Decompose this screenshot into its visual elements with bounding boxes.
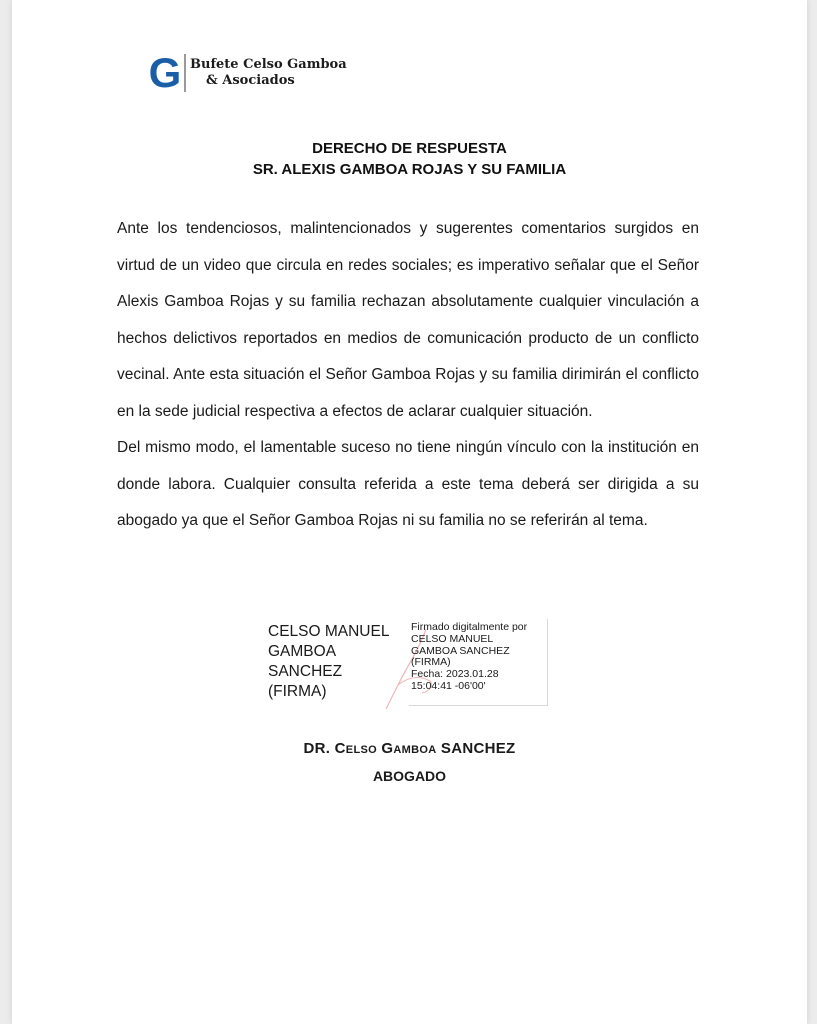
document-page — [12, 0, 807, 1024]
signature-name — [268, 622, 408, 702]
signer-block — [12, 738, 807, 786]
signer-title: ABOGADO — [372, 768, 447, 784]
signature-detail-line: (FIRMA) — [411, 656, 451, 669]
body-paragraph-2: Del mismo modo, el lamentable suceso no tiene ningún vínculo con la institución en donde labora. Cualquier consulta referida a este tema deberá ser dirigida a su abogado ya que el Señor Gamboa Rojas ni su familia no se referirán al tema. — [117, 439, 699, 529]
signature-detail-line: Firmado digitalmente por — [411, 621, 528, 633]
signature-name-line: SANCHEZ — [268, 663, 343, 680]
signature-name-line: GAMBOA — [268, 643, 337, 660]
signature-name-line: (FIRMA) — [268, 683, 327, 700]
firm-name-line1: Bufete Celso Gamboa — [190, 57, 347, 72]
signature-name-line: CELSO MANUEL — [268, 623, 390, 640]
signature-detail-line: CELSO MANUEL — [411, 632, 494, 645]
heading-title: DERECHO DE RESPUESTA — [312, 140, 507, 157]
heading-subject: SR. ALEXIS GAMBOA ROJAS Y SU FAMILIA — [252, 161, 567, 178]
digital-signature-block — [268, 619, 548, 705]
logo-g-icon: G — [148, 49, 182, 96]
signature-detail-line: GAMBOA SANCHEZ — [411, 644, 510, 657]
body-paragraph-1: Ante los tendenciosos, malintencionados y sugerentes comentarios surgidos en virtud de un video que circula en redes sociales; es imperativo señalar que el Señor Alexis Gamboa Rojas y su familia rechazan absolutamente cualquier vinculación a hechos delictivos reportados en medios de comunicación producto de un conflicto vecinal. Ante esta situación el Señor Gamboa Rojas y su familia dirimirán el conflicto en la sede judicial respectiva a efectos de aclarar cualquier situación. — [117, 220, 699, 420]
document-body — [117, 211, 699, 540]
signature-details — [411, 622, 551, 693]
signer-name: DR. Celso Gamboa SANCHEZ — [303, 740, 516, 757]
document-heading — [12, 138, 807, 180]
firm-logo — [148, 49, 347, 96]
signature-time: 15:04:41 -06'00' — [411, 679, 486, 692]
firm-name-line2: & Asociados — [206, 73, 295, 88]
logo-divider — [184, 54, 186, 92]
signature-date: Fecha: 2023.01.28 — [411, 668, 499, 681]
firm-name — [190, 57, 347, 89]
